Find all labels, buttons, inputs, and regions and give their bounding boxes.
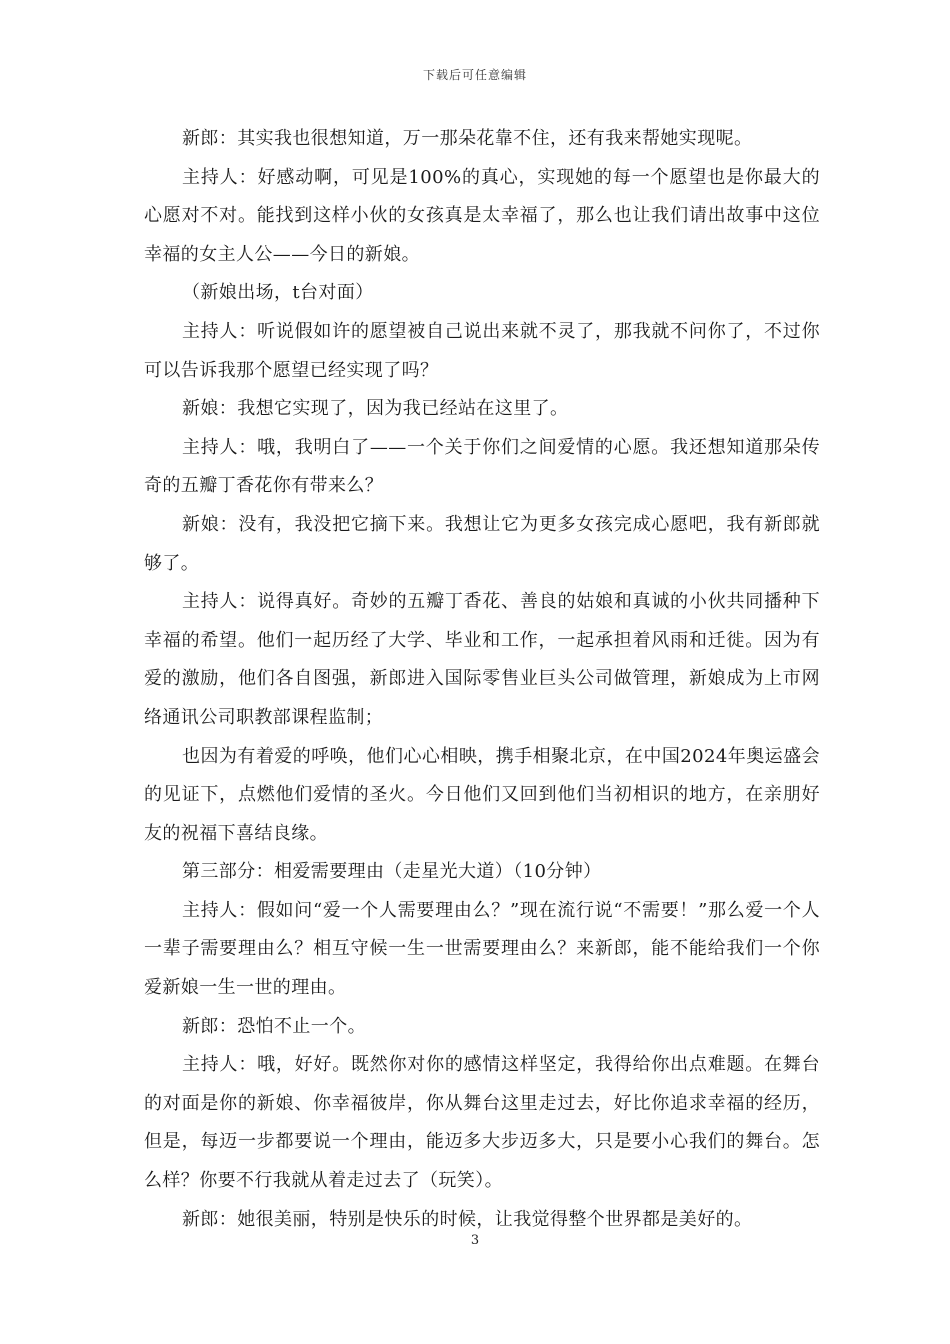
paragraph: （新娘出场，t台对面） [182, 282, 374, 304]
paragraph: 主持人：假如问“爱一个人需要理由么？”现在流行说“不需要！”那么爱一个人一辈子需要理由么？相互守候一生一世需要理由么？来新郎，能不能给我们一个你爱新娘一生一世的理由。 [144, 899, 820, 999]
paragraph: 新娘：没有，我没把它摘下来。我想让它为更多女孩完成心愿吧，我有新郎就够了。 [144, 513, 820, 574]
paragraph: 新郎：恐怕不止一个。 [182, 1015, 366, 1037]
paragraph: 主持人：好感动啊，可见是100%的真心，实现她的每一个愿望也是你最大的心愿对不对。能找到这样小伙的女孩真是太幸福了，那么也让我们请出故事中这位幸福的女主人公——今日的新娘。 [144, 166, 820, 265]
paragraph: 主持人：哦，我明白了——一个关于你们之间爱情的心愿。我还想知道那朵传奇的五瓣丁香花你有带来么？ [144, 436, 820, 497]
paragraph: 新娘：我想它实现了，因为我已经站在这里了。 [182, 398, 569, 420]
page-number: 3 [470, 1233, 480, 1248]
page-header-note: 下载后可任意编辑 [422, 68, 527, 82]
section-heading: 第三部分：相爱需要理由（走星光大道）（10分钟） [182, 861, 602, 883]
paragraph: 主持人：说得真好。奇妙的五瓣丁香花、善良的姑娘和真诚的小伙共同播种下幸福的希望。他们一起历经了大学、毕业和工作，一起承担着风雨和迁徙。因为有爱的激励，他们各自图强，新郎进入国际零售业巨头公司做管理，新娘成为上市网络通讯公司职教部课程监制； [144, 591, 820, 728]
paragraph: 主持人：听说假如许的愿望被自己说出来就不灵了，那我就不问你了，不过你可以告诉我那个愿望已经实现了吗？ [144, 320, 820, 381]
paragraph: 主持人：哦，好好。既然你对你的感情这样坚定，我得给你出点难题。在舞台的对面是你的新娘、你幸福彼岸，你从舞台这里走过去，好比你追求幸福的经历，但是，每迈一步都要说一个理由，能迈多大步迈多大，只是要小心我们的舞台。怎么样？你要不行我就从着走过去了（玩笑）。 [144, 1054, 820, 1192]
paragraph: 新郎：她很美丽，特别是快乐的时候，让我觉得整个世界都是美好的。 [182, 1208, 753, 1230]
paragraph: 新郎：其实我也很想知道，万一那朵花靠不住，还有我来帮她实现呢。 [182, 128, 753, 149]
paragraph: 也因为有着爱的呼唤，他们心心相映，携手相聚北京，在中国2024年奥运盛会的见证下，点燃他们爱情的圣火。今日他们又回到他们当初相识的地方，在亲朋好友的祝福下喜结良缘。 [144, 745, 820, 844]
document-body [144, 120, 820, 1239]
